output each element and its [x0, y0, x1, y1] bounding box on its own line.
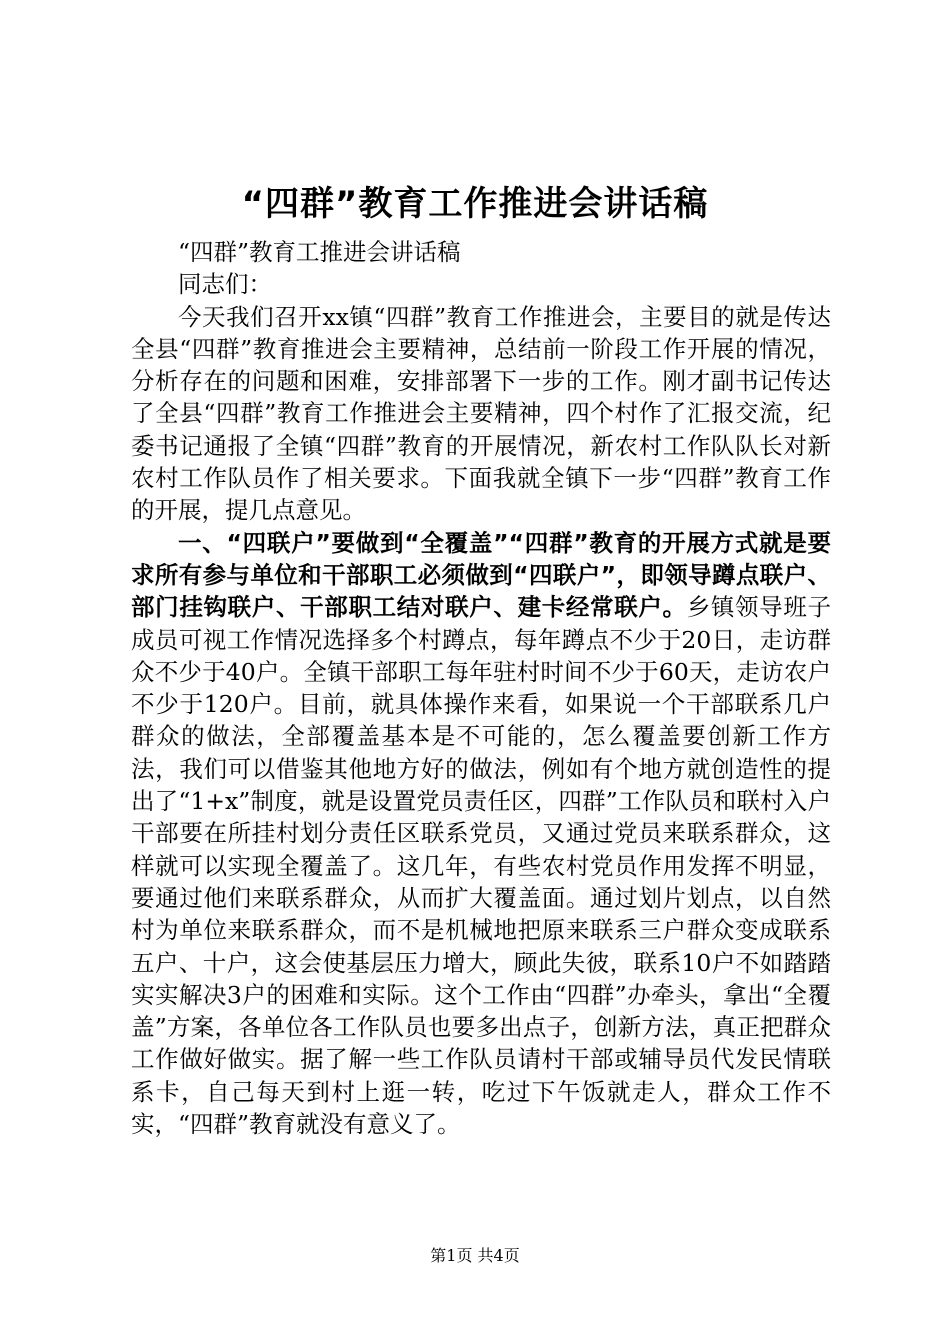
document-body	[131, 236, 831, 1140]
subtitle-line: “四群”教育工推进会讲话稿	[178, 238, 461, 266]
document-title: “四群”教育工作推进会讲话稿	[241, 184, 709, 224]
page-footer: 第1页 共4页	[430, 1246, 520, 1265]
section-one-heading: 一、“四联户”要做到“全覆盖”“四群”教育的开展方式就是要求所有参与单位和干部职工必须做到“四联户”，即领导蹲点联户、部门挂钩联户、干部职工结对联户、建卡经常联户。	[131, 528, 831, 622]
section-one-text: 乡镇领导班子成员可视工作情况选择多个村蹲点，每年蹲点不少于20日，走访群众不少于40户。全镇干部职工每年驻村时间不少于60天，走访农户不少于120户。目前，就具体操作来看，如果说一个干部联系几户群众的做法，全部覆盖基本是不可能的，怎么覆盖要创新工作方法，我们可以借鉴其他地方好的做法，例如有个地方就创造性的提出了“1+x”制度，就是设置党员责任区，四群”工作队员和联村入户干部要在所挂村划分责任区联系党员，又通过党员来联系群众，这样就可以实现全覆盖了。这几年，有些农村党员作用发挥不明显，要通过他们来联系群众，从而扩大覆盖面。通过划片划点，以自然村为单位来联系群众，而不是机械地把原来联系三户群众变成联系五户、十户，这会使基层压力增大，顾此失彼，联系10户不如踏踏实实解决3户的困难和实际。这个工作由“四群”办牵头，拿出“全覆盖”方案，各单位各工作队员也要多出点子，创新方法，真正把群众工作做好做实。据了解一些工作队员请村干部或辅导员代发民情联系卡，自己每天到村上逛一转，吃过下午饭就走人，群众工作不实，“四群”教育就没有意义了。	[131, 593, 832, 1139]
paragraph-section-one	[131, 527, 831, 1141]
salutation-line: 同志们：	[178, 270, 272, 299]
paragraph-intro: 今天我们召开xx镇“四群”教育工作推进会，主要目的就是传达全县“四群”教育推进会主要精神，总结前一阶段工作开展的情况，分析存在的问题和困难，安排部署下一步的工作。刚才副书记传达了全县“四群”教育工作推进会主要精神，四个村作了汇报交流，纪委书记通报了全镇“四群”教育的开展情况，新农村工作队队长对新农村工作队员作了相关要求。下面我就全镇下一步“四群”教育工作的开展，提几点意见。	[131, 302, 831, 525]
